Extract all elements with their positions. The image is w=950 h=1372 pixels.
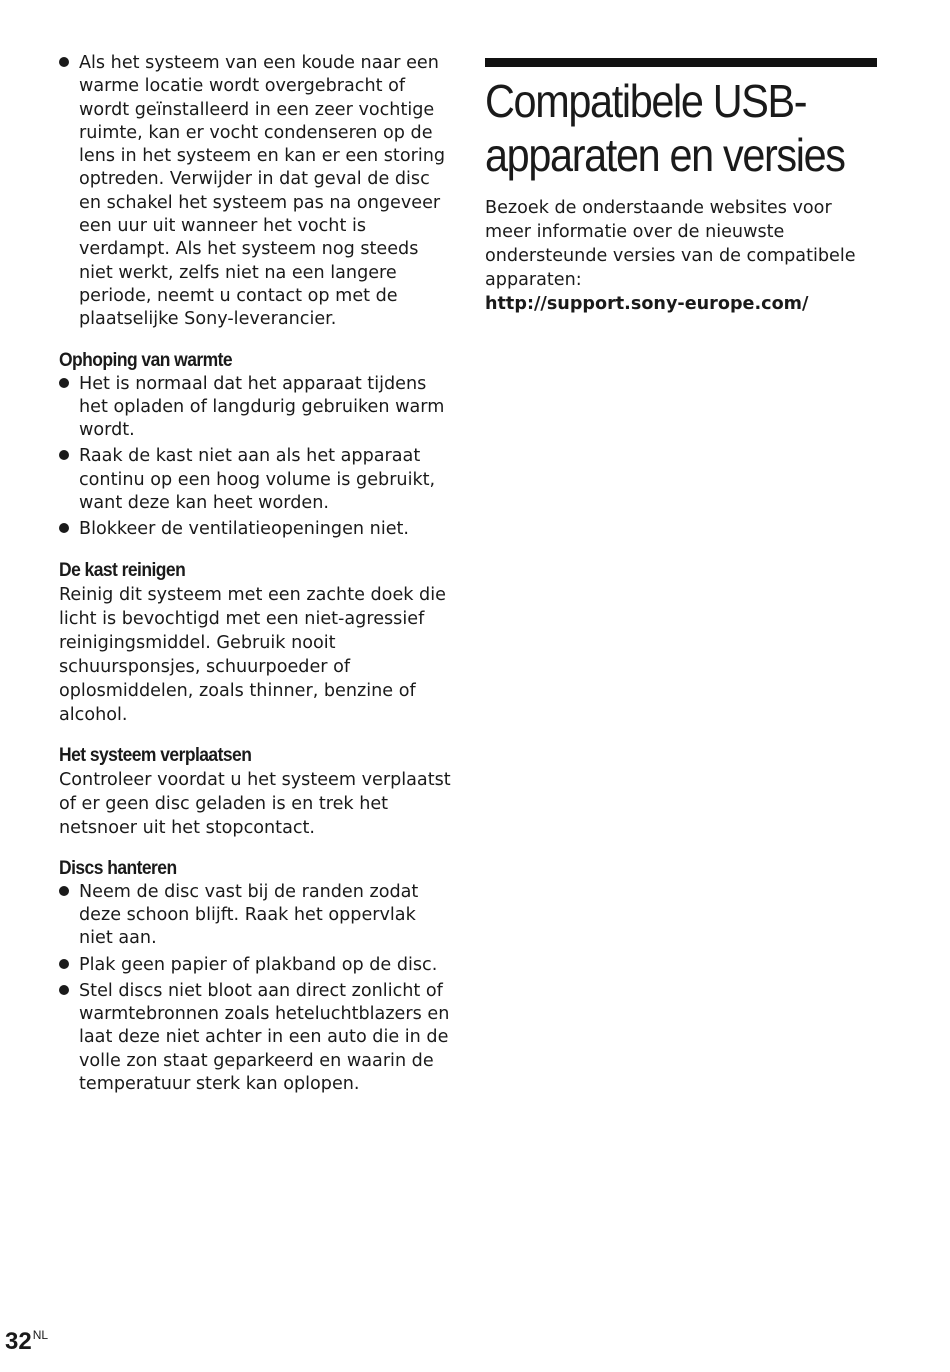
moving-text: Controleer voordat u het systeem verplaatst of er geen disc geladen is en trek het netsnoer uit het stopcontact.	[59, 769, 451, 838]
list-item	[59, 980, 451, 1096]
page-number	[5, 1328, 48, 1356]
bullet-icon	[59, 378, 69, 388]
intro-bullet-list	[59, 52, 451, 332]
cleaning-text: Reinig dit systeem met een zachte doek die licht is bevochtigd met een niet-agressief reinigingsmiddel. Gebruik nooit schuursponsjes, schuurpoeder of oplosmiddelen, zoals thinner, benzine of alcohol.	[59, 584, 446, 725]
discs-heading: Discs hanteren	[59, 857, 177, 879]
list-item-text: Blokkeer de ventilatieopeningen niet.	[79, 519, 410, 540]
moving-heading: Het systeem verplaatsen	[59, 744, 252, 766]
cleaning-heading: De kast reinigen	[59, 559, 186, 581]
heat-heading: Ophoping van warmte	[59, 349, 233, 371]
section-title	[485, 74, 845, 182]
list-item	[59, 373, 451, 443]
section-title-line-1: Compatibele USB-	[485, 75, 807, 127]
list-item	[59, 954, 451, 977]
left-column	[59, 52, 451, 1099]
list-item-text: Raak de kast niet aan als het apparaat continu op een hoog volume is gebruikt, want deze kan heet worden.	[79, 446, 436, 514]
heat-section	[59, 349, 451, 542]
list-item	[59, 52, 451, 332]
list-item-text: Plak geen papier of plakband op de disc.	[79, 954, 438, 975]
heading-bar	[485, 58, 877, 67]
bullet-icon	[59, 886, 69, 896]
list-item-text: Het is normaal dat het apparaat tijdens het opladen of langdurig gebruiken warm wordt.	[79, 373, 445, 441]
bullet-icon	[59, 959, 69, 969]
page-number-value: 32	[5, 1328, 32, 1355]
list-item-text: Als het systeem van een koude naar een warme locatie wordt overgebracht of wordt geïnstalleerd in een zeer vochtige ruimte, kan er vocht condenseren op de lens in het systeem en kan er een storing optreden. Verwijder in dat geval de disc en schakel het systeem pas na ongeveer een uur uit wanneer het vocht is verdampt. Als het systeem nog steeds niet werkt, zelfs niet na een langere periode, neemt u contact op met de plaatselijke Sony-leverancier.	[79, 53, 446, 330]
list-item-text: Stel discs niet bloot aan direct zonlicht of warmtebronnen zoals heteluchtblazers en laat deze niet achter in een auto die in de volle zon staat geparkeerd en waarin de temperatuur sterk kan oplopen.	[79, 980, 450, 1095]
discs-section	[59, 857, 451, 1097]
bullet-icon	[59, 985, 69, 995]
usb-info-text: Bezoek de onderstaande websites voor meer informatie over de nieuwste ondersteunde versies van de compatibele apparaten:	[485, 198, 856, 290]
list-item-text: Neem de disc vast bij de randen zodat deze schoon blijft. Raak het oppervlak niet aan.	[79, 881, 419, 949]
list-item	[59, 881, 451, 951]
section-title-line-2: apparaten en versies	[485, 129, 845, 181]
bullet-icon	[59, 523, 69, 533]
language-code: NL	[32, 1328, 49, 1342]
list-item	[59, 445, 451, 515]
bullet-icon	[59, 450, 69, 460]
list-item	[59, 518, 451, 541]
bullet-icon	[59, 57, 69, 67]
right-column	[485, 58, 877, 316]
moving-section	[59, 744, 451, 840]
discs-bullet-list	[59, 881, 451, 1097]
cleaning-section	[59, 559, 451, 727]
heat-bullet-list	[59, 373, 451, 542]
support-url-link[interactable]: http://support.sony-europe.com/	[485, 294, 809, 314]
